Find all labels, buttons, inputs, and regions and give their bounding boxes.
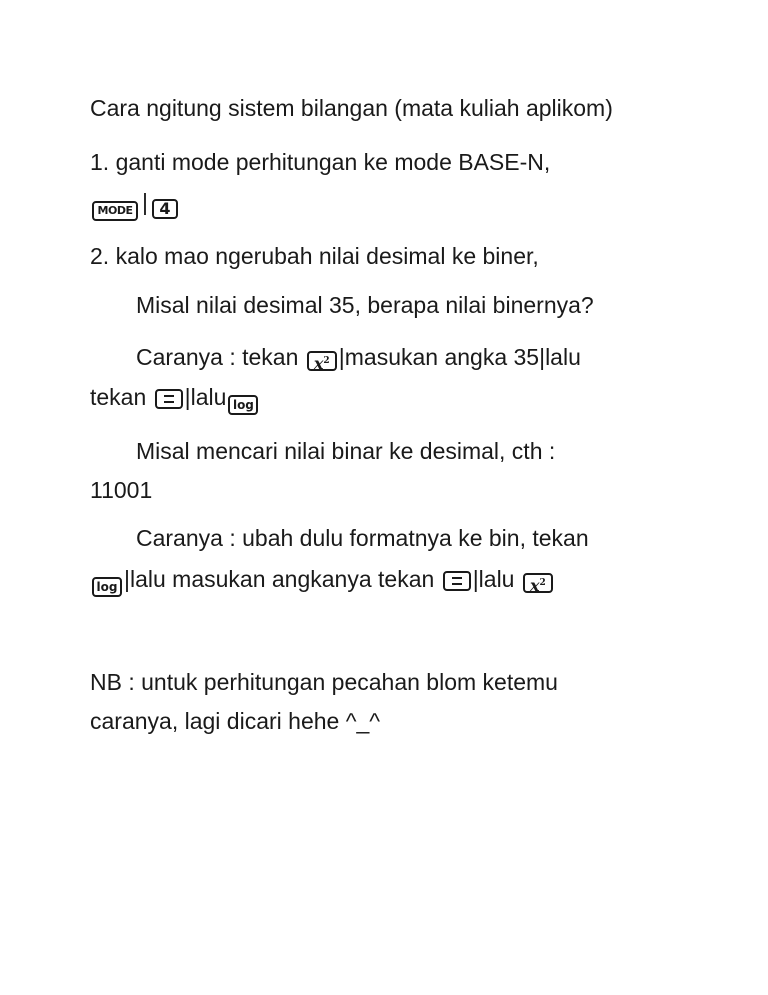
howto1-d: |lalu (184, 384, 227, 410)
log-key-icon-2: log (92, 577, 122, 597)
howto1-c: tekan (90, 384, 147, 410)
x-squared-sup-2: 2 (539, 578, 546, 588)
howto1-a: Caranya : tekan (136, 344, 299, 370)
document-title: Cara ngitung sistem bilangan (mata kuliah aplikom) (90, 95, 613, 121)
step1-keys (90, 188, 180, 221)
howto1-line2 (90, 383, 260, 415)
howto2-line2 (90, 565, 555, 597)
howto2-b: |lalu masukan angkanya tekan (124, 566, 435, 592)
howto2-c: |lalu (472, 566, 515, 592)
example1-text: Misal nilai desimal 35, berapa nilai binernya? (136, 292, 594, 318)
x-squared-key-icon (307, 351, 337, 371)
x-squared-sup: 2 (323, 356, 330, 366)
equals-key-icon-2 (443, 571, 471, 591)
step1-text: 1. ganti mode perhitungan ke mode BASE-N, (90, 149, 551, 175)
four-key-icon: 4 (152, 199, 178, 219)
x-squared-key-icon-2 (523, 573, 553, 593)
example2-line1: Misal mencari nilai binar ke desimal, cth : (136, 438, 556, 464)
note-line2: caranya, lagi dicari hehe ^_^ (90, 708, 381, 734)
howto1-b: |masukan angka 35|lalu (338, 344, 581, 370)
step2-text: 2. kalo mao ngerubah nilai desimal ke biner, (90, 243, 539, 269)
equals-key-icon (155, 389, 183, 409)
howto1-line1 (136, 343, 581, 371)
example2-line2: 11001 (90, 477, 153, 503)
log-key-icon: log (228, 395, 258, 415)
x-squared-base-2: x (529, 576, 540, 595)
note-line1: NB : untuk perhitungan pecahan blom ketemu (90, 669, 558, 695)
mode-key-icon: MODE (92, 201, 138, 221)
howto2-line1: Caranya : ubah dulu formatnya ke bin, tekan (136, 525, 589, 551)
separator: | (142, 189, 148, 215)
x-squared-base: x (313, 354, 324, 373)
